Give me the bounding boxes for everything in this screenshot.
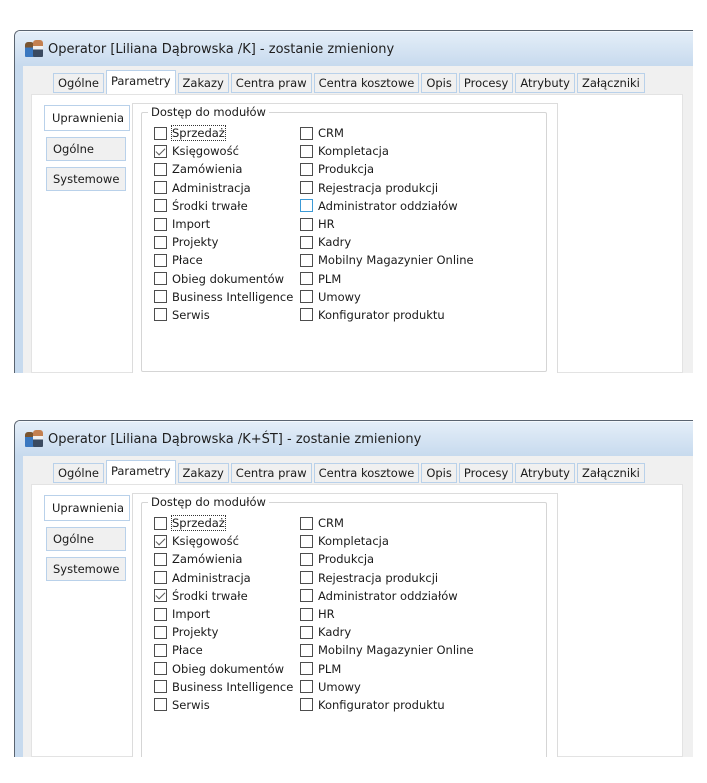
checkbox-unchecked[interactable]	[154, 218, 167, 231]
checkbox-unchecked[interactable]	[154, 254, 167, 267]
tab-opis[interactable]: Opis	[421, 463, 457, 483]
module-label: Produkcja	[318, 162, 375, 177]
module-label: Administracja	[172, 180, 251, 195]
module-checkbox-row[interactable]	[154, 160, 293, 178]
checkbox-checked[interactable]	[154, 535, 167, 548]
module-checkbox-row[interactable]	[154, 660, 293, 678]
checkbox-unchecked[interactable]	[154, 626, 167, 639]
checkbox-unchecked[interactable]	[300, 218, 313, 231]
operator-window-k-st	[14, 420, 693, 757]
checkbox-unchecked[interactable]	[300, 145, 313, 158]
module-label: Projekty	[172, 625, 219, 640]
tab-content-parametry	[31, 94, 683, 373]
checkbox-unchecked[interactable]	[300, 589, 313, 602]
module-label: CRM	[318, 516, 344, 531]
module-label: Obieg dokumentów	[172, 661, 285, 676]
checkbox-unchecked[interactable]	[300, 698, 313, 711]
module-checkbox-row[interactable]	[154, 641, 293, 659]
tab-zalaczniki[interactable]: Załączniki	[577, 463, 645, 483]
checkbox-unchecked[interactable]	[154, 571, 167, 584]
checkbox-unchecked[interactable]	[300, 290, 313, 303]
tab-atrybuty[interactable]: Atrybuty	[515, 463, 575, 483]
checkbox-unchecked[interactable]	[154, 127, 167, 140]
checkbox-unchecked[interactable]	[154, 644, 167, 657]
module-label: Mobilny Magazynier Online	[318, 643, 474, 658]
checkbox-unchecked[interactable]	[300, 571, 313, 584]
module-label: Serwis	[172, 697, 210, 712]
checkbox-unchecked[interactable]	[154, 698, 167, 711]
module-label: Business Intelligence	[172, 679, 294, 694]
module-checkbox-row[interactable]	[300, 179, 474, 197]
module-checkbox-row[interactable]	[300, 514, 474, 532]
module-checkbox-row[interactable]	[300, 288, 474, 306]
module-checkbox-row[interactable]	[300, 160, 474, 178]
module-label: Środki trwałe	[172, 198, 248, 213]
modules-column-1	[154, 124, 293, 324]
side-tab-uprawnienia[interactable]: Uprawnienia	[44, 105, 130, 131]
module-checkbox-row[interactable]	[300, 124, 474, 142]
tab-zalaczniki[interactable]: Załączniki	[577, 73, 645, 93]
module-label: Rejestracja produkcji	[318, 180, 439, 195]
module-label: Zamówienia	[172, 552, 243, 567]
tab-centra-kosztowe[interactable]: Centra kosztowe	[314, 463, 420, 483]
module-label: Administrator oddziałów	[318, 198, 458, 213]
checkbox-unchecked[interactable]	[300, 127, 313, 140]
module-label: Serwis	[172, 307, 210, 322]
side-tab-uprawnienia[interactable]: Uprawnienia	[44, 495, 130, 521]
uprawnienia-panel	[132, 493, 558, 757]
checkbox-unchecked[interactable]	[300, 272, 313, 285]
checkbox-unchecked[interactable]	[300, 517, 313, 530]
side-tabs	[46, 105, 131, 197]
module-label: Business Intelligence	[172, 289, 294, 304]
module-label: Księgowość	[172, 144, 239, 159]
tab-centra-praw[interactable]: Centra praw	[231, 463, 312, 483]
tab-centra-kosztowe[interactable]: Centra kosztowe	[314, 73, 420, 93]
checkbox-unchecked[interactable]	[300, 680, 313, 693]
module-checkbox-row[interactable]	[154, 696, 293, 714]
tab-procesy[interactable]: Procesy	[459, 73, 513, 93]
modules-column-1	[154, 514, 293, 714]
tab-atrybuty[interactable]: Atrybuty	[515, 73, 575, 93]
checkbox-unchecked[interactable]	[154, 608, 167, 621]
module-checkbox-row[interactable]	[154, 623, 293, 641]
module-label: Projekty	[172, 235, 219, 250]
module-checkbox-row[interactable]	[300, 233, 474, 251]
module-label: Sprzedaż	[172, 126, 225, 141]
module-label: Konfigurator produktu	[318, 697, 445, 712]
checkbox-unchecked[interactable]	[154, 308, 167, 321]
module-checkbox-row[interactable]	[154, 550, 293, 568]
window-frame	[15, 66, 693, 373]
module-checkbox-row[interactable]	[154, 306, 293, 324]
operator-window-k	[14, 30, 693, 373]
module-checkbox-row[interactable]	[154, 142, 293, 160]
module-label: Kompletacja	[318, 144, 389, 159]
modules-column-2	[300, 514, 474, 714]
module-checkbox-row[interactable]	[300, 678, 474, 696]
tab-opis[interactable]: Opis	[421, 73, 457, 93]
checkbox-unchecked[interactable]	[154, 272, 167, 285]
module-label: Płace	[172, 643, 203, 658]
window-body	[23, 456, 693, 757]
title-bar[interactable]	[15, 31, 693, 66]
module-checkbox-row[interactable]	[300, 641, 474, 659]
module-checkbox-row[interactable]	[154, 233, 293, 251]
uprawnienia-panel	[132, 103, 558, 373]
module-checkbox-row[interactable]	[300, 142, 474, 160]
module-checkbox-row[interactable]	[300, 306, 474, 324]
module-label: Konfigurator produktu	[318, 307, 445, 322]
checkbox-unchecked[interactable]	[154, 163, 167, 176]
module-label: Produkcja	[318, 552, 375, 567]
module-label: Sprzedaż	[172, 516, 225, 531]
checkbox-unchecked[interactable]	[300, 644, 313, 657]
tab-ogolne[interactable]: Ogólne	[53, 73, 104, 93]
tab-ogolne[interactable]: Ogólne	[53, 463, 104, 483]
group-title: Dostęp do modułów	[148, 105, 269, 119]
window-frame	[15, 456, 693, 757]
checkbox-unchecked[interactable]	[300, 236, 313, 249]
title-bar[interactable]	[15, 421, 693, 456]
module-label: Administrator oddziałów	[318, 588, 458, 603]
operator-users-icon	[25, 40, 43, 58]
module-label: Obieg dokumentów	[172, 271, 285, 286]
tab-parametry[interactable]: Parametry	[106, 70, 176, 94]
module-checkbox-row[interactable]	[300, 270, 474, 288]
tab-content-parametry	[31, 484, 683, 757]
module-checkbox-row[interactable]	[154, 569, 293, 587]
checkbox-unchecked[interactable]	[154, 680, 167, 693]
module-label: Umowy	[318, 289, 361, 304]
tab-parametry[interactable]: Parametry	[106, 460, 176, 484]
checkbox-unchecked[interactable]	[154, 517, 167, 530]
window-title: Operator [Liliana Dąbrowska /K+ŚT] - zostanie zmieniony	[48, 431, 422, 447]
module-label: Kompletacja	[318, 534, 389, 549]
checkbox-unchecked[interactable]	[154, 199, 167, 212]
checkbox-unchecked[interactable]	[300, 608, 313, 621]
module-checkbox-row[interactable]	[154, 532, 293, 550]
module-checkbox-row[interactable]	[300, 197, 474, 215]
side-tab-ogolne[interactable]: Ogólne	[46, 137, 126, 161]
checkbox-unchecked[interactable]	[154, 553, 167, 566]
module-label: Import	[172, 607, 211, 622]
tab-zakazy[interactable]: Zakazy	[178, 463, 229, 483]
module-label: PLM	[318, 271, 342, 286]
module-label: PLM	[318, 661, 342, 676]
module-label: Umowy	[318, 679, 361, 694]
checkbox-unchecked[interactable]	[300, 553, 313, 566]
tab-centra-praw[interactable]: Centra praw	[231, 73, 312, 93]
module-label: Księgowość	[172, 534, 239, 549]
module-checkbox-row[interactable]	[300, 251, 474, 269]
module-label: HR	[318, 607, 335, 622]
main-tabs	[53, 460, 645, 484]
module-checkbox-row[interactable]	[300, 587, 474, 605]
window-title: Operator [Liliana Dąbrowska /K] - zostanie zmieniony	[48, 41, 395, 57]
module-label: Administracja	[172, 570, 251, 585]
checkbox-unchecked[interactable]	[300, 308, 313, 321]
checkbox-unchecked[interactable]	[300, 254, 313, 267]
module-checkbox-row[interactable]	[154, 215, 293, 233]
modules-access-group	[141, 495, 547, 757]
checkbox-unchecked[interactable]	[300, 163, 313, 176]
module-checkbox-row[interactable]	[300, 550, 474, 568]
module-checkbox-row[interactable]	[154, 270, 293, 288]
module-checkbox-row[interactable]	[154, 288, 293, 306]
module-checkbox-row[interactable]	[154, 124, 293, 142]
module-checkbox-row[interactable]	[154, 179, 293, 197]
module-checkbox-row[interactable]	[300, 660, 474, 678]
checkbox-unchecked[interactable]	[300, 535, 313, 548]
module-label: Rejestracja produkcji	[318, 570, 439, 585]
module-label: Kadry	[318, 625, 352, 640]
module-label: HR	[318, 217, 335, 232]
module-label: Mobilny Magazynier Online	[318, 253, 474, 268]
module-checkbox-row[interactable]	[154, 605, 293, 623]
checkbox-unchecked[interactable]	[154, 236, 167, 249]
module-label: Środki trwałe	[172, 588, 248, 603]
module-checkbox-row[interactable]	[300, 532, 474, 550]
main-tabs	[53, 70, 645, 94]
checkbox-unchecked[interactable]	[154, 662, 167, 675]
module-checkbox-row[interactable]	[154, 514, 293, 532]
checkbox-unchecked[interactable]	[300, 626, 313, 639]
operator-users-icon	[25, 430, 43, 448]
window-body	[23, 66, 693, 373]
checkbox-unchecked[interactable]	[300, 199, 313, 212]
side-tabs	[46, 495, 131, 587]
module-checkbox-row[interactable]	[154, 251, 293, 269]
tab-zakazy[interactable]: Zakazy	[178, 73, 229, 93]
checkbox-unchecked[interactable]	[154, 181, 167, 194]
module-checkbox-row[interactable]	[154, 678, 293, 696]
group-title: Dostęp do modułów	[148, 495, 269, 509]
tab-procesy[interactable]: Procesy	[459, 463, 513, 483]
module-checkbox-row[interactable]	[300, 623, 474, 641]
module-label: Zamówienia	[172, 162, 243, 177]
checkbox-checked[interactable]	[154, 589, 167, 602]
module-label: Import	[172, 217, 211, 232]
module-label: Płace	[172, 253, 203, 268]
side-tab-systemowe[interactable]: Systemowe	[46, 167, 126, 191]
side-tab-ogolne[interactable]: Ogólne	[46, 527, 126, 551]
checkbox-unchecked[interactable]	[154, 290, 167, 303]
checkbox-checked[interactable]	[154, 145, 167, 158]
module-checkbox-row[interactable]	[300, 696, 474, 714]
module-checkbox-row[interactable]	[154, 197, 293, 215]
module-label: CRM	[318, 126, 344, 141]
module-checkbox-row[interactable]	[300, 569, 474, 587]
module-label: Kadry	[318, 235, 352, 250]
modules-access-group	[141, 105, 547, 372]
modules-column-2	[300, 124, 474, 324]
module-checkbox-row[interactable]	[300, 605, 474, 623]
checkbox-unchecked[interactable]	[300, 662, 313, 675]
module-checkbox-row[interactable]	[154, 587, 293, 605]
module-checkbox-row[interactable]	[300, 215, 474, 233]
checkbox-unchecked[interactable]	[300, 181, 313, 194]
side-tab-systemowe[interactable]: Systemowe	[46, 557, 126, 581]
